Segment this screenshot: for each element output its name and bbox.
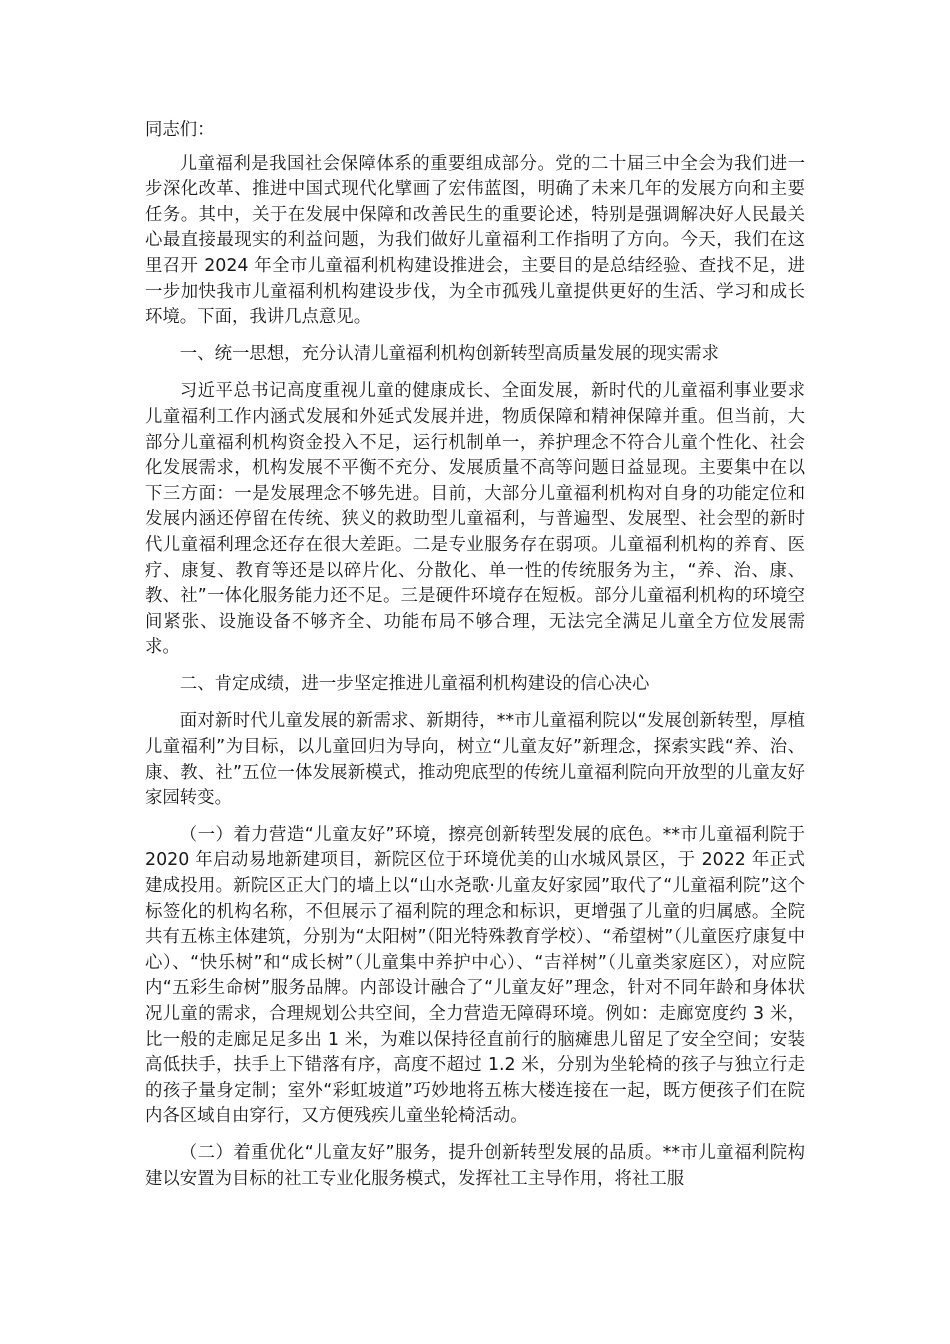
section-heading-2: 二、肯定成绩，进一步坚定推进儿童福利机构建设的信心决心 [179, 673, 650, 694]
document-page [145, 118, 805, 1203]
section-2-paragraph: 面对新时代儿童发展的新需求、新期待，**市儿童福利院以“发展创新转型，厚植儿童福利”为目标，以儿童回归为导向，树立“儿童友好”新理念，探索实践“养、治、康、教、社”五位一体发展新模式，推动兜底型的传统儿童福利院向开放型的儿童友好家园转变。 [145, 711, 805, 809]
subsection-1-paragraph: （一）着力营造“儿童友好”环境，擦亮创新转型发展的底色。**市儿童福利院于 2020 年启动易地新建项目，新院区位于环境优美的山水城风景区，于 2022 年正式建成投用。新院区正大门的墙上以“山水尧歌·儿童友好家园”取代了“儿童福利院”这个标签化的机构名称，不但展示了福利院的理念和标识，更增强了儿童的归属感。全院共有五栋主体建筑，分别为“太阳树”（阳光特殊教育学校）、“希望树”（儿童医疗康复中心）、“快乐树”和“成长树”（儿童集中养护中心）、“吉祥树”（儿童类家庭区），对应院内“五彩生命树”服务品牌。内部设计融合了“儿童友好”理念，针对不同年龄和身体状况儿童的需求，合理规划公共空间，全力营造无障碍环境。例如：走廊宽度约 3 米，比一般的走廊足足多出 1 米，为难以保持径直前行的脑瘫患儿留足了安全空间；安装高低扶手，扶手上下错落有序，高度不超过 1.2 米，分别为坐轮椅的孩子与独立行走的孩子量身定制；室外“彩虹坡道”巧妙地将五栋大楼连接在一起，既方便孩子们在院内各区域自由穿行，又方便残疾儿童坐轮椅活动。 [145, 824, 805, 1127]
salutation: 同志们： [145, 120, 215, 140]
subsection-2-paragraph: （二）着重优化“儿童友好”服务，提升创新转型发展的品质。**市儿童福利院构建以安置为目标的社工专业化服务模式，发挥社工主导作用，将社工服 [145, 1142, 805, 1189]
section-1-paragraph: 习近平总书记高度重视儿童的健康成长、全面发展，新时代的儿童福利事业要求儿童福利工作内涵式发展和外延式发展并进，物质保障和精神保障并重。但当前，大部分儿童福利机构资金投入不足，运行机制单一，养护理念不符合儿童个性化、社会化发展需求，机构发展不平衡不充分、发展质量不高等问题日益显现。主要集中在以下三方面：一是发展理念不够先进。目前，大部分儿童福利机构对自身的功能定位和发展内涵还停留在传统、狭义的救助型儿童福利，与普遍型、发展型、社会型的新时代儿童福利理念还存在很大差距。二是专业服务存在弱项。儿童福利机构的养育、医疗、康复、教育等还是以碎片化、分散化、单一性的传统服务为主，“养、治、康、教、社”一体化服务能力还不足。三是硬件环境存在短板。部分儿童福利机构的环境空间紧张、设施设备不够齐全、功能布局不够合理，无法完全满足儿童全方位发展需求。 [145, 381, 805, 658]
section-heading-1: 一、统一思想，充分认清儿童福利机构创新转型高质量发展的现实需求 [179, 343, 719, 364]
intro-paragraph: 儿童福利是我国社会保障体系的重要组成部分。党的二十届三中全会为我们进一步深化改革、推进中国式现代化擘画了宏伟蓝图，明确了未来几年的发展方向和主要任务。其中，关于在发展中保障和改善民生的重要论述，特别是强调解决好人民最关心最直接最现实的利益问题，为我们做好儿童福利工作指明了方向。今天，我们在这里召开 2024 年全市儿童福利机构建设推进会，主要目的是总结经验、查找不足，进一步加快我市儿童福利机构建设步伐，为全市孤残儿童提供更好的生活、学习和成长环境。下面，我讲几点意见。 [145, 153, 805, 328]
